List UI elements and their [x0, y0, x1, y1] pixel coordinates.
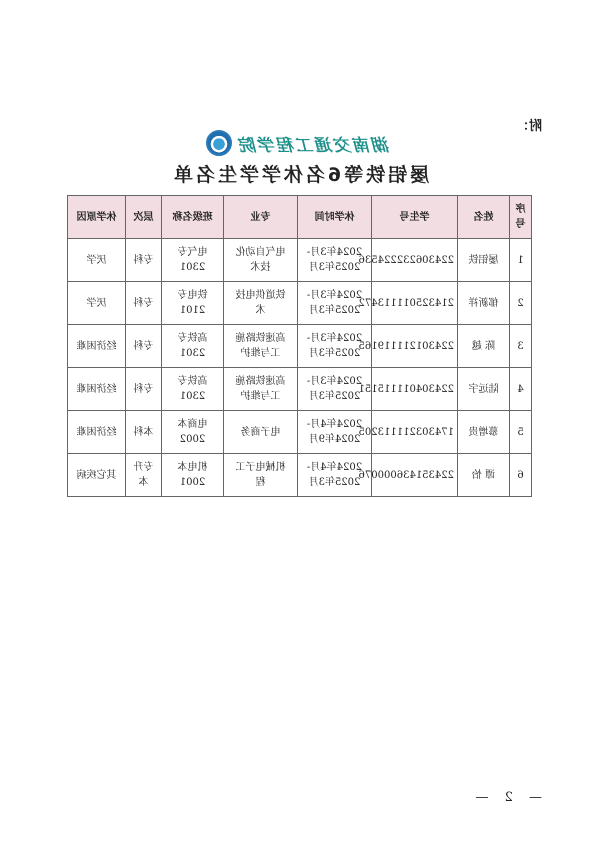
- cell-time-line: 2024年4月-: [306, 419, 363, 430]
- cell-time-line: 2025年3月: [308, 348, 361, 359]
- cell-no: 3: [510, 325, 532, 368]
- table-row: [68, 454, 532, 497]
- cell-name: 慕增贵: [458, 411, 510, 454]
- cell-reason: 其它疾病: [68, 454, 126, 497]
- cell-class-line: 电气专: [177, 247, 208, 258]
- cell-major-line: 电子商务: [240, 426, 281, 438]
- cell-time-line: 2024年3月-: [306, 376, 363, 387]
- cell-name: 陆远宇: [458, 368, 510, 411]
- cell-class: [162, 411, 224, 454]
- header-level: 层次: [126, 196, 162, 239]
- cell-no: 5: [510, 411, 532, 454]
- attachment-label: 附：: [515, 119, 542, 134]
- cell-time-line: 2024年3月-: [306, 247, 363, 258]
- cell-student-id: 224306232224536: [372, 239, 458, 282]
- cell-major-line: 程: [255, 477, 266, 488]
- header-student-id: 学生号: [372, 196, 458, 239]
- cell-reason: 厌学: [68, 239, 126, 282]
- cell-class: [162, 454, 224, 497]
- cell-no: 1: [510, 239, 532, 282]
- cell-major-line: 电气自动化: [235, 247, 286, 258]
- header-name: 姓名: [458, 196, 510, 239]
- table-row: [68, 325, 532, 368]
- cell-class-line: 2002: [179, 434, 206, 445]
- school-name: 湖南交通工程学院: [238, 135, 390, 156]
- cell-time-line: 2024年3月-: [306, 290, 363, 301]
- cell-no: 2: [510, 282, 532, 325]
- table-row: [68, 239, 532, 282]
- cell-class-line: 电商本: [177, 419, 208, 430]
- header-major: 专业: [224, 196, 298, 239]
- cell-name: 郁新祥: [458, 282, 510, 325]
- cell-time-line: 2024年4月-: [306, 462, 363, 473]
- cell-major: [224, 411, 298, 454]
- cell-major-line: 高速铁路施: [235, 376, 286, 387]
- document-title: 屡铝铁等6名休学学生名单: [170, 164, 430, 186]
- cell-level: 专科: [126, 325, 162, 368]
- cell-reason: 厌学: [68, 282, 126, 325]
- cell-class-line: 2301: [179, 262, 206, 273]
- cell-major-line: 工与维护: [240, 348, 281, 359]
- cell-no: 4: [510, 368, 532, 411]
- cell-class: [162, 282, 224, 325]
- header-time: 休学时间: [298, 196, 372, 239]
- cell-major: [224, 325, 298, 368]
- header-no: 序号: [510, 196, 532, 239]
- cell-class: [162, 239, 224, 282]
- cell-student-id: 174303211113205: [372, 411, 458, 454]
- cell-major-line: 技术: [250, 262, 271, 273]
- cell-class-line: 高铁专: [177, 376, 208, 387]
- cell-time-line: 2024年9月: [308, 434, 361, 445]
- cell-class: [162, 368, 224, 411]
- cell-time-line: 2025年3月: [308, 262, 361, 273]
- cell-class-line: 2001: [179, 477, 206, 488]
- cell-reason: 经济困难: [68, 325, 126, 368]
- cell-major-line: 铁道供电技: [235, 290, 286, 301]
- cell-class-line: 2101: [179, 305, 206, 316]
- cell-class-line: 机电本: [177, 462, 208, 473]
- cell-student-id: 214325011113472: [372, 282, 458, 325]
- cell-level: 专科: [126, 282, 162, 325]
- cell-no: 6: [510, 454, 532, 497]
- cell-major: [224, 454, 298, 497]
- school-seal-icon: [206, 130, 232, 156]
- header-class: 班级名称: [162, 196, 224, 239]
- table-row: [68, 411, 532, 454]
- cell-student-id: 224351436000076: [372, 454, 458, 497]
- cell-class-line: 高铁专: [177, 333, 208, 344]
- cell-major-line: 机械电子工: [235, 462, 286, 473]
- cell-class: [162, 325, 224, 368]
- cell-reason: 经济困难: [68, 368, 126, 411]
- header-reason: 休学原因: [68, 196, 126, 239]
- cell-level: 专升本: [126, 454, 162, 497]
- cell-time-line: 2025年3月: [308, 305, 361, 316]
- cell-major-line: 术: [255, 305, 266, 316]
- cell-level: 专科: [126, 239, 162, 282]
- cell-reason: 经济困难: [68, 411, 126, 454]
- cell-time-line: 2024年3月-: [306, 333, 363, 344]
- cell-time-line: 2025年3月: [308, 391, 361, 402]
- table-row: [68, 368, 532, 411]
- table-header-row: [68, 196, 532, 239]
- cell-student-id: 224304011115151: [372, 368, 458, 411]
- cell-student-id: 224301211119165: [372, 325, 458, 368]
- cell-level: 专科: [126, 368, 162, 411]
- cell-name: 谭 怡: [458, 454, 510, 497]
- cell-major: [224, 282, 298, 325]
- cell-major: [224, 239, 298, 282]
- cell-class-line: 铁电专: [177, 290, 208, 301]
- cell-name: 屡铝铁: [458, 239, 510, 282]
- student-table: [67, 195, 532, 497]
- school-header: [206, 130, 390, 156]
- cell-major-line: 高速铁路施: [235, 333, 286, 344]
- cell-class-line: 2301: [179, 348, 206, 359]
- cell-level: 本科: [126, 411, 162, 454]
- page-number: — 2 —: [469, 790, 542, 805]
- cell-major-line: 工与维护: [240, 391, 281, 402]
- cell-time-line: 2025年3月: [308, 477, 361, 488]
- table-row: [68, 282, 532, 325]
- cell-class-line: 2301: [179, 391, 206, 402]
- cell-name: 陈 越: [458, 325, 510, 368]
- cell-major: [224, 368, 298, 411]
